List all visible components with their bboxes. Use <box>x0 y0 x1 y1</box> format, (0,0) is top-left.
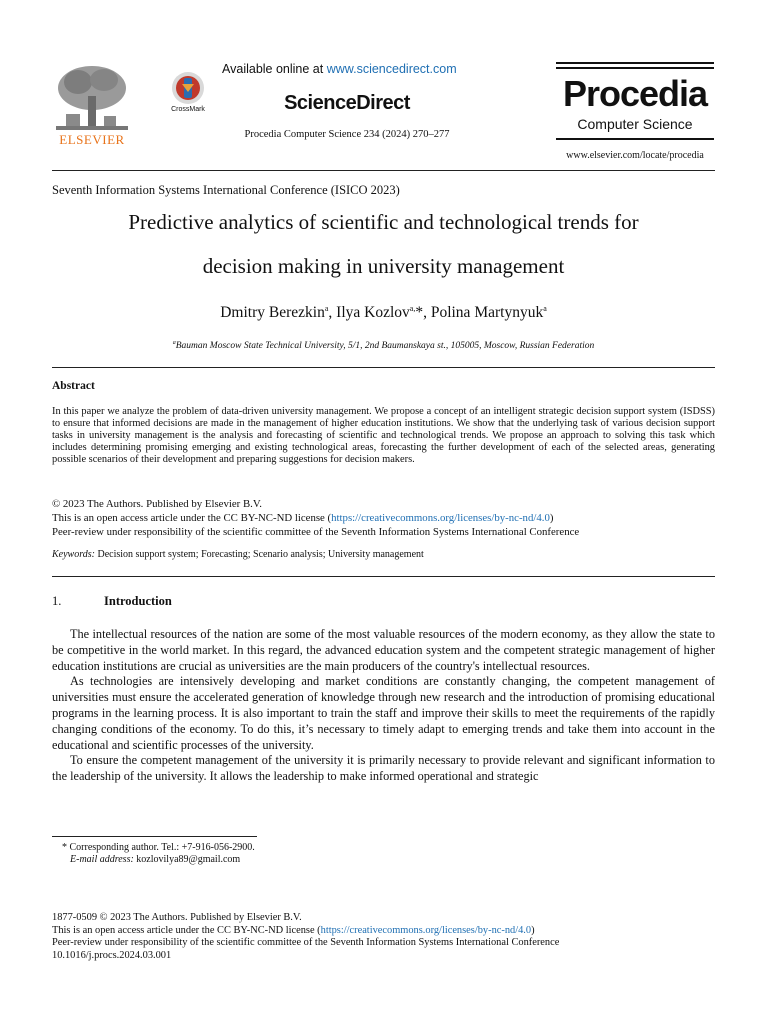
email-label: E-mail address: <box>70 854 134 865</box>
bottom-license-line <box>52 925 732 938</box>
bottom-license-link[interactable]: https://creativecommons.org/licenses/by-nc-nd/4.0 <box>320 924 532 936</box>
bottom-license-suffix: ) <box>531 924 535 936</box>
author-name: Polina Martynyuk <box>430 304 544 322</box>
license-prefix: This is an open access article under the CC BY-NC-ND license ( <box>52 512 332 524</box>
copyright-line: © 2023 The Authors. Published by Elsevier B.V. <box>52 498 262 510</box>
availability-line <box>222 62 472 76</box>
author-affiliation-mark: a <box>543 304 547 313</box>
section-number: 1. <box>52 594 62 608</box>
publication-info <box>52 912 732 962</box>
issn-line: 1877-0509 © 2023 The Authors. Published by Elsevier B.V. <box>52 912 302 923</box>
author-affiliation-mark: a, <box>409 304 416 313</box>
affiliation-text: Bauman Moscow State Technical University, 5/1, 2nd Baumanskaya st., 105005, Moscow, Russian Federation <box>175 341 595 352</box>
license-line <box>52 511 715 525</box>
author-affiliation-mark: a <box>324 304 329 313</box>
intro-body <box>52 627 715 785</box>
paragraph: The intellectual resources of the nation are some of the most valuable resources of the modern economy, as they allow the state to be competitive in the world market. In this regard, the advanced education system and the competent strategic management of higher education institutions are crucial as universities are the main producers of the country's intellectual resources. <box>52 627 715 673</box>
license-link[interactable]: https://creativecommons.org/licenses/by-nc-nd/4.0 <box>331 512 550 524</box>
title-line-1: Predictive analytics of scientific and technological trends for <box>128 210 639 234</box>
keywords <box>52 549 715 560</box>
abstract-heading: Abstract <box>52 380 95 392</box>
crossmark-icon <box>168 70 208 106</box>
footnote-divider <box>52 836 257 837</box>
corresponding-author: * Corresponding author. Tel.: +7-916-056-2900. <box>62 842 255 853</box>
author-separator: *, <box>415 304 431 322</box>
email-address: kozlovilya89@gmail.com <box>133 854 241 865</box>
keywords-text: Decision support system; Forecasting; Scenario analysis; University management <box>94 549 424 560</box>
author-list <box>52 304 715 322</box>
bottom-license-prefix: This is an open access article under the CC BY-NC-ND license ( <box>52 924 321 936</box>
elsevier-logo <box>52 62 132 150</box>
keywords-label: Keywords: <box>52 549 95 560</box>
bottom-peer-review: Peer-review under responsibility of the scientific committee of the Seventh Information Systems International Conference <box>52 937 560 948</box>
crossmark-badge[interactable] <box>166 70 210 120</box>
abstract-top-divider <box>52 367 715 368</box>
section-title: Introduction <box>104 594 172 608</box>
doi[interactable]: 10.1016/j.procs.2024.03.001 <box>52 949 172 961</box>
affiliation <box>52 340 715 351</box>
paragraph: To ensure the competent management of the university it is primarily necessary to provide relevant and significant information to the leadership of the university. It allows the leadership to make informed operational and strategic <box>52 753 715 784</box>
title-line-2: decision making in university management <box>202 254 565 278</box>
author-separator: , <box>328 304 337 322</box>
section-heading <box>52 594 172 609</box>
available-prefix: Available online at <box>222 62 327 76</box>
author-name: Ilya Kozlov <box>336 304 410 322</box>
journal-reference: Procedia Computer Science 234 (2024) 270–277 <box>244 129 450 140</box>
sciencedirect-link[interactable]: www.sciencedirect.com <box>326 62 457 76</box>
procedia-title: Procedia <box>562 73 708 114</box>
affiliation-mark: a <box>172 340 176 346</box>
abstract-bottom-divider <box>52 576 715 577</box>
abstract-text: In this paper we analyze the problem of data-driven university management. We propose a concept of an intelligent strategic decision support system (ISDSS) to ensure that informed decisions are made in the management of higher education institutions. We show that the underlying task of various decision support tasks in university management is the analysis and forecasting of scientific and technological trends. We propose an approach to solving this task which includes determining promising emerging and existing technological areas, forecasting the further development of each of the selected areas, generating possible scenarios of their development and preparing suggestions for decision makers. <box>52 406 715 465</box>
copyright-block <box>52 497 715 539</box>
email-line <box>62 854 462 866</box>
sciencedirect-wordmark: ScienceDirect <box>284 92 410 114</box>
paper-title <box>52 200 715 288</box>
license-suffix: ) <box>549 512 554 524</box>
header-divider <box>52 170 715 171</box>
procedia-logo <box>556 62 714 142</box>
footnote <box>62 842 462 866</box>
conference-name: Seventh Information Systems International Conference (ISICO 2023) <box>52 183 400 197</box>
procedia-subtitle: Computer Science <box>577 116 693 132</box>
paragraph: As technologies are intensively developing and market conditions are constantly changing, the competent management of universities must ensure the accelerated generation of knowledge through new research and the introduction of promising educational programs in the learning process. It is also important to train the staff and improve their skills to meet the requirements of the rapidly changing conditions of the economy. To do this, it’s necessary to timely adapt to emerging trends and take them into account in the educational and scientific processes of the university. <box>52 674 715 752</box>
peer-review-line: Peer-review under responsibility of the scientific committee of the Seventh Information Systems International Conference <box>52 526 580 538</box>
elsevier-wordmark: ELSEVIER <box>59 132 125 147</box>
crossmark-label: CrossMark <box>171 106 205 113</box>
author-name: Dmitry Berezkin <box>220 304 325 322</box>
journal-url[interactable]: www.elsevier.com/locate/procedia <box>566 150 704 161</box>
